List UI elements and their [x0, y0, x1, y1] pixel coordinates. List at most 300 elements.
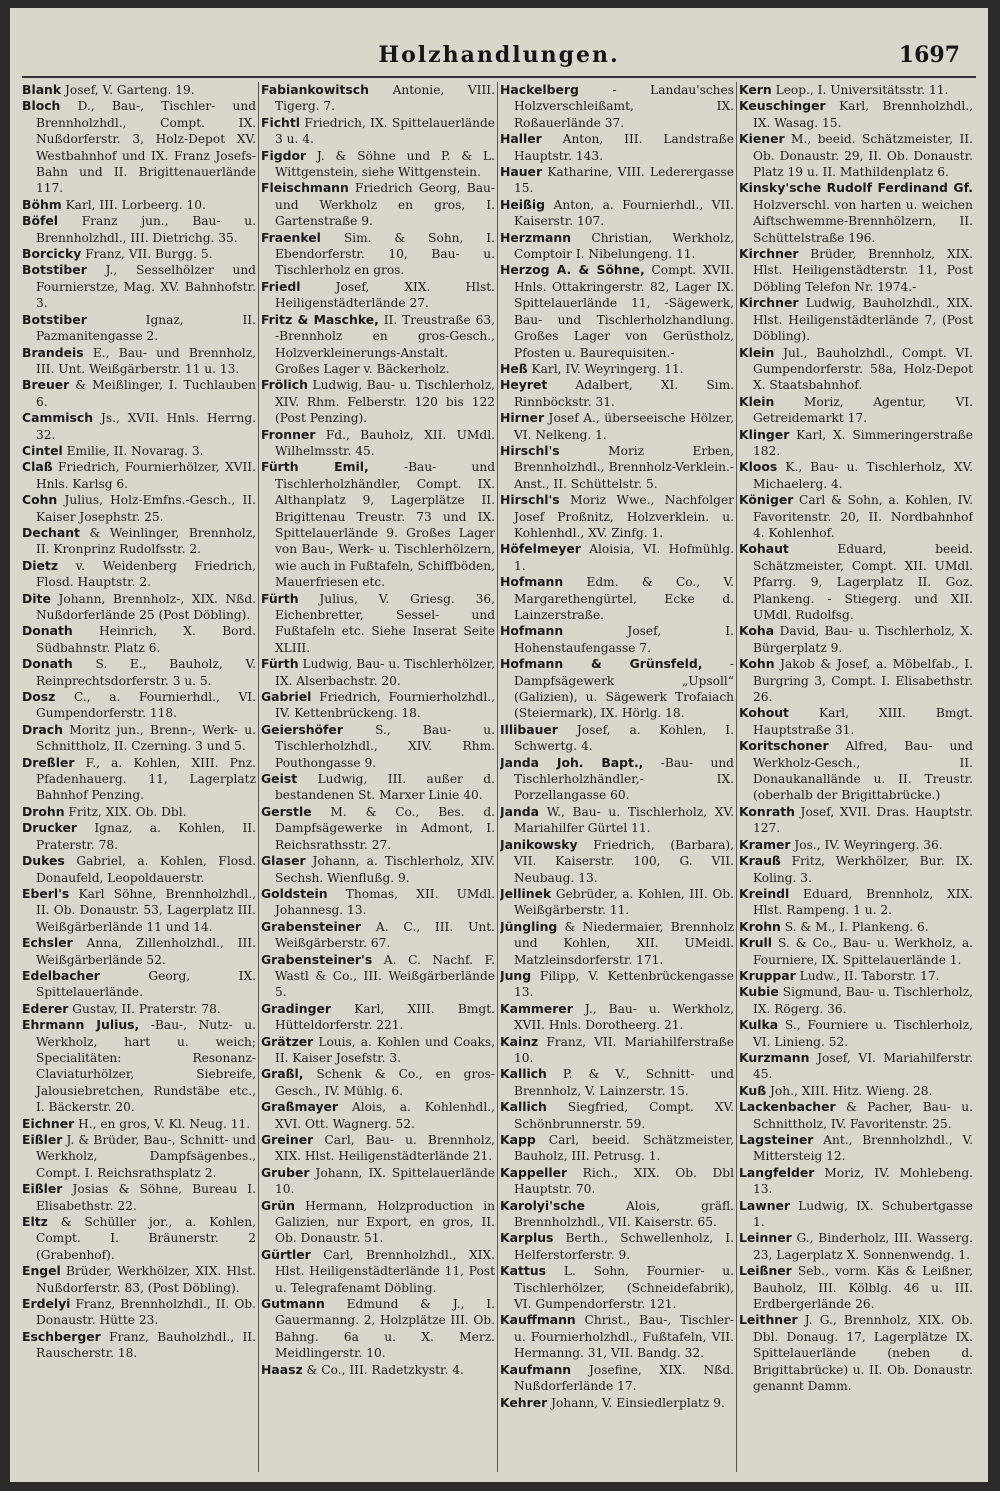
entry-details: Jul., Bauholzhdl., Compt. VI. Gumpendorferstr. 58a, Holz-Depot X. Staatsbahnhof. — [753, 345, 973, 393]
entry-name: Kruppar — [739, 967, 796, 983]
directory-entry — [500, 623, 734, 656]
entry-name: Goldstein — [261, 885, 328, 901]
directory-entry — [22, 410, 256, 443]
entry-name: Lawner — [739, 1197, 791, 1213]
entry-details: Louis, a. Kohlen und Coaks, II. Kaiser Josefstr. 3. — [275, 1034, 495, 1065]
directory-entry — [739, 98, 973, 131]
directory-entry — [261, 82, 495, 115]
directory-entry — [500, 197, 734, 230]
entry-name: Figdor — [261, 147, 307, 163]
entry-name: Kern — [739, 82, 772, 97]
entry-details: Holzverschl. von harten u. weichen Aiftschwemme-Brennhölzern, II. Schüttelstraße 196. — [753, 197, 973, 245]
entry-name: Janikowsky — [500, 836, 578, 852]
directory-entry — [739, 886, 973, 919]
entry-details: Anna, Zillenholzhdl., III. Weißgärberlände 52. — [36, 936, 256, 967]
entry-details: Georg, IX. Spittelauerlände. — [36, 968, 256, 1000]
entry-details: Julius, Holz-Emfns.-Gesch., II. Kaiser Josephstr. 25. — [36, 493, 256, 524]
entry-name: Klinger — [739, 426, 790, 442]
entry-name: Drucker — [22, 820, 77, 836]
column-2 — [261, 82, 495, 1472]
entry-details: & Niedermaier, Brennholz und Kohlen, XII. UMeidl. Matzleinsdorferstr. 171. — [514, 919, 734, 967]
entry-details: Friedrich, Fournierholzhdl., IV. Kettenbrückeng. 18. — [275, 690, 495, 721]
entry-name: Grabensteiner — [261, 918, 362, 934]
column-1 — [22, 82, 256, 1472]
entry-details: Sigmund, Bau- u. Tischlerholz, IX. Rögerg. 36. — [753, 985, 973, 1016]
entry-name: Claß — [22, 459, 53, 475]
directory-entry — [22, 197, 256, 213]
entry-name: Haasz — [261, 1361, 303, 1377]
directory-entry — [22, 558, 256, 591]
entry-name: Geist — [261, 771, 298, 787]
entry-name: Kreindl — [739, 885, 790, 901]
directory-entry — [261, 377, 495, 426]
directory-entry — [500, 1230, 734, 1263]
entry-details: Josef, XVII. Dras. Hauptstr. 127. — [753, 804, 973, 836]
entry-name: Böfel — [22, 213, 58, 229]
entry-name: Glaser — [261, 853, 306, 869]
entry-name: Karplus — [500, 1230, 554, 1246]
entry-details: -Bau- und Tischlerholzhändler,- IX. Porzellangasse 60. — [514, 755, 734, 803]
entry-name: Kammerer — [500, 1000, 573, 1016]
entry-name: Borcicky — [22, 246, 82, 262]
entry-details: & Pacher, Bau- u. Schnittholz, IV. Favoritenstr. 25. — [753, 1100, 973, 1131]
page-title: Holzhandlungen. — [378, 42, 620, 68]
entry-name: Graßl, — [261, 1066, 304, 1082]
entry-name: Jüngling — [500, 918, 558, 934]
entry-details: Fritz, Werkhölzer, Bur. IX. Koling. 3. — [753, 854, 973, 885]
entry-name: Fraenkel — [261, 229, 321, 245]
column-divider — [497, 82, 498, 1472]
directory-entry — [500, 230, 734, 263]
entry-name: Kappeller — [500, 1164, 568, 1180]
entry-details: Gebrüder, a. Kohlen, III. Ob. Weißgärberstr. 11. — [514, 886, 734, 918]
entry-details: P. & V., Schnitt- und Brennholz, V. Lainzerstr. 15. — [514, 1067, 734, 1098]
entry-details: Alois, gräfl. Brennholzhdl., VII. Kaiserstr. 65. — [514, 1198, 734, 1230]
entry-name: Kloos — [739, 459, 778, 475]
entry-name: Kaufmann — [500, 1361, 572, 1377]
directory-entry — [500, 1066, 734, 1099]
directory-entry — [739, 984, 973, 1017]
directory-entry — [739, 738, 973, 804]
entry-details: Karl, X. Simmeringerstraße 182. — [753, 427, 973, 458]
entry-details: Karl, XIII. Bmgt. Hütteldorferstr. 221. — [275, 1001, 495, 1033]
directory-entry — [22, 377, 256, 410]
directory-entry — [500, 1132, 734, 1165]
directory-entry — [739, 853, 973, 886]
entry-name: Kohaut — [739, 541, 789, 557]
entry-name: Kohn — [739, 656, 775, 672]
entry-details: Leop., I. Universitätsstr. 11. — [771, 83, 949, 97]
entry-name: Dukes — [22, 853, 65, 869]
entry-details: S. & Co., Bau- u. Werkholz, a. Fourniere, IX. Spittelauerlände 1. — [753, 936, 973, 967]
entry-details: -Dampfsägewerk „Upsoll“ (Galizien), u. Sägewerk Trofaiach (Steiermark), IX. Hörlg. 18. — [514, 657, 734, 721]
directory-entry — [500, 361, 734, 377]
entry-name: Klein — [739, 393, 775, 409]
directory-entry — [500, 131, 734, 164]
entry-details: Alois, a. Kohlenhdl., XVI. Ott. Wagnerg. 52. — [275, 1100, 495, 1131]
directory-entry — [739, 1083, 973, 1099]
entry-name: Geiershöfer — [261, 721, 343, 737]
entry-details: Johann, a. Tischlerholz, XIV. Sechsh. Wienflußg. 9. — [275, 854, 495, 885]
entry-details: Friedrich, (Barbara), VII. Kaiserstr. 100, G. VII. Neubaug. 13. — [514, 837, 734, 885]
entry-name: Drohn — [22, 803, 65, 819]
entry-name: Dechant — [22, 524, 80, 540]
entry-details: Friedrich, IX. Spittelauerlände 3 u. 4. — [275, 115, 495, 147]
entry-name: Koha — [739, 623, 775, 639]
entry-name: Donath — [22, 623, 73, 639]
entry-name: Leißner — [739, 1263, 792, 1279]
directory-entry — [22, 246, 256, 262]
directory-entry — [261, 886, 495, 919]
entry-details: Carl, Brennholzhdl., XIX. Hlst. Heiligenstädterlände 11, Post u. Telegrafenamt Döbling. — [275, 1247, 495, 1295]
entry-name: Edelbacher — [22, 967, 100, 983]
directory-entry — [500, 837, 734, 886]
directory-entry — [739, 427, 973, 460]
entry-name: Koritschoner — [739, 738, 829, 754]
directory-entry — [22, 213, 256, 246]
directory-entry — [22, 820, 256, 853]
entry-name: Breuer — [22, 377, 70, 393]
entry-name: Gabriel — [261, 689, 312, 705]
entry-details: Josef A., überseeische Hölzer, VI. Nelkeng. 1. — [514, 411, 734, 442]
entry-name: Fleischmann — [261, 180, 349, 196]
entry-details: J. & Brüder, Bau-, Schnitt- und Werkholz, Dampfsägenbes., Compt. I. Reichsrathsplatz 2. — [36, 1133, 256, 1180]
entry-details: J. & Söhne und P. & L. Wittgenstein, siehe Wittgenstein. — [275, 148, 495, 180]
entry-name: Gradinger — [261, 1000, 331, 1016]
entry-details: Berth., Schwellenholz, I. Helferstorferstr. 9. — [514, 1231, 734, 1262]
entry-details: Franz, VII. Mariahilferstraße 10. — [514, 1034, 734, 1065]
entry-details: J., Bau- u. Werkholz, XVII. Hnls. Dorotheerg. 21. — [514, 1001, 734, 1033]
directory-entry — [261, 853, 495, 886]
listing-columns — [22, 82, 974, 1472]
entry-name: Grätzer — [261, 1033, 314, 1049]
directory-entry — [500, 443, 734, 492]
directory-entry — [500, 1198, 734, 1231]
entry-details: Eduard, Brennholz, XIX. Hlst. Rampeng. 1 u. 2. — [753, 886, 973, 918]
entry-details: Franz, VII. Burgg. 5. — [81, 247, 213, 262]
entry-details: Franz jun., Bau- u. Brennholzhdl., III. Dietrichg. 35. — [36, 214, 256, 245]
entry-details: J., Sesselhölzer und Fournierstze, Mag. XV. Bahnhofstr. 3. — [36, 263, 256, 311]
entry-name: Hofmann — [500, 623, 564, 639]
entry-name: Keuschinger — [739, 98, 826, 114]
directory-entry — [739, 1132, 973, 1165]
entry-details: M., beeid. Schätzmeister, II. Ob. Donaustr. 29, II. Ob. Donaustr. Platz 19 u. II. Mathildenplatz 6. — [753, 132, 973, 180]
entry-name: Botstiber — [22, 262, 87, 278]
directory-entry — [500, 262, 734, 360]
entry-details: Friedrich, Fournierhölzer, XVII. Hnls. Karlsg 6. — [36, 460, 256, 491]
entry-details: Edmund & J., I. Gauermanng. 2, Holzplätze III. Ob. Bahng. 6a u. X. Merz. Meidlingerstr. 10. — [275, 1297, 495, 1361]
directory-entry — [739, 623, 973, 656]
entry-details: S., Fourniere u. Tischlerholz, VI. Linieng. 52. — [753, 1018, 973, 1049]
directory-entry — [500, 656, 734, 722]
directory-entry — [261, 771, 495, 804]
entry-name: Eltz — [22, 1214, 48, 1230]
entry-name: Heißig — [500, 196, 546, 212]
directory-entry — [739, 1050, 973, 1083]
entry-name: Fabiankowitsch — [261, 82, 369, 97]
entry-name: Dietz — [22, 557, 59, 573]
directory-entry — [739, 1312, 973, 1394]
entry-details: Ludw., II. Taborstr. 17. — [795, 968, 940, 983]
entry-details: F., a. Kohlen, XIII. Pnz. Pfadenhauerg. 11, Lagerplatz Bahnhof Penzing. — [36, 755, 256, 803]
directory-page — [10, 8, 988, 1482]
directory-entry — [22, 689, 256, 722]
entry-name: Illibauer — [500, 721, 558, 737]
entry-name: Böhm — [22, 196, 62, 212]
entry-name: Herzog A. & Söhne, — [500, 262, 645, 278]
entry-details: Filipp, V. Kettenbrückengasse 13. — [514, 968, 734, 1000]
entry-details: Franz, Brennholzhdl., II. Ob. Donaustr. Hütte 23. — [36, 1297, 256, 1328]
directory-entry — [22, 1017, 256, 1115]
directory-entry — [500, 492, 734, 541]
entry-details: & Meißlinger, I. Tuchlauben 6. — [36, 378, 256, 409]
directory-entry — [261, 230, 495, 279]
column-divider — [736, 82, 737, 1472]
directory-entry — [22, 968, 256, 1001]
entry-name: Kirchner — [739, 246, 799, 262]
directory-entry — [739, 394, 973, 427]
entry-details: Fd., Bauholz, XII. UMdl. Wilhelmsstr. 45. — [275, 427, 495, 458]
entry-details: H., en gros, V. Kl. Neug. 11. — [74, 1116, 251, 1131]
directory-entry — [22, 935, 256, 968]
entry-details: J. G., Brennholz, XIX. Ob. Dbl. Donaug. 17, Lagerplätze IX. Spittelauerlände (neben d. Brigittabrücke) u. II. Ob. Donaustr. genannt Damm. — [753, 1313, 973, 1394]
entry-name: Gerstle — [261, 803, 312, 819]
entry-name: Hirschl's — [500, 442, 560, 458]
directory-entry — [500, 541, 734, 574]
directory-entry — [739, 131, 973, 180]
directory-entry — [261, 148, 495, 181]
entry-name: Kiener — [739, 131, 785, 147]
entry-details: Anton, a. Fournierhdl., VII. Kaiserstr. 107. — [514, 197, 734, 229]
entry-details: Ludwig, III. außer d. bestandenen St. Marxer Linie 40. — [275, 772, 495, 803]
entry-name: Fürth — [261, 590, 299, 606]
entry-name: Drach — [22, 721, 63, 737]
entry-details: Heinrich, X. Bord. Südbahnstr. Platz 6. — [36, 624, 256, 655]
entry-name: Blank — [22, 82, 62, 97]
directory-entry — [500, 1034, 734, 1067]
entry-details: Christ., Bau-, Tischler- u. Fournierholzhdl., Fußtafeln, VII. Hermanng. 31, VII. Bandg. 32. — [514, 1313, 734, 1361]
entry-name: Höfelmeyer — [500, 541, 581, 557]
entry-details: Moriz Wwe., Nachfolger Josef Proßnitz, Holzverklein. u. Kohlenhdl., XV. Zinfg. 1. — [514, 493, 734, 540]
directory-entry — [500, 574, 734, 623]
directory-entry — [500, 1312, 734, 1361]
entry-details: Jos., IV. Weyringerg. 36. — [790, 837, 943, 852]
entry-name: Fürth — [261, 656, 299, 672]
entry-name: Kapp — [500, 1132, 536, 1147]
directory-entry — [22, 853, 256, 886]
directory-entry — [500, 1165, 734, 1198]
entry-name: Heyret — [500, 377, 548, 393]
directory-entry — [261, 1001, 495, 1034]
directory-entry — [739, 705, 973, 738]
entry-details: Moriz Erben, Brennholzhdl., Brennholz-Verklein.-Anst., II. Schüttelstr. 5. — [514, 443, 734, 491]
directory-entry — [261, 1247, 495, 1296]
directory-entry — [739, 1263, 973, 1312]
directory-entry — [500, 804, 734, 837]
directory-entry — [261, 1132, 495, 1165]
entry-details: Moriz, IV. Mohlebeng. 13. — [753, 1165, 973, 1197]
directory-entry — [261, 459, 495, 590]
entry-details: A. C., III. Unt. Weißgärberstr. 67. — [275, 919, 495, 951]
entry-details: -Bau-, Nutz- u. Werkholz, hart u. weich; Specialitäten: Resonanz-Claviaturhölzer, Siebreife, Jalousiebretchen, Rundstäbe etc., I. Bäckerstr. 20. — [36, 1018, 256, 1115]
entry-name: Kramer — [739, 836, 791, 852]
entry-details: -Bau- und Tischlerholzhändler, Compt. IX. Althanplatz 9, Lagerplätze II. Brigittenau Treustr. 73 und IX. Spittelauerlände 9. Großes Lager von Bau-, Werk- u. Tischlerhölzern, wie auch in Fußtafeln, Schiffböden, Mauerfriesen etc. — [275, 460, 495, 590]
entry-details: Joh., XIII. Hitz. Wieng. 28. — [766, 1083, 933, 1098]
directory-entry — [500, 968, 734, 1001]
entry-details: & Co., III. Radetzkystr. 4. — [302, 1362, 464, 1377]
column-3 — [500, 82, 734, 1472]
entry-details: Carl, beeid. Schätzmeister, Bauholz, III. Petrusg. 1. — [514, 1133, 734, 1164]
entry-details: Rich., XIX. Ob. Dbl Hauptstr. 70. — [514, 1165, 734, 1197]
directory-entry — [739, 345, 973, 394]
entry-name: Haller — [500, 131, 542, 147]
directory-entry — [500, 1099, 734, 1132]
entry-details: Josef, VI. Mariahilferstr. 45. — [753, 1050, 973, 1082]
entry-name: Kubie — [739, 984, 779, 1000]
entry-details: Emilie, II. Novarag. 3. — [62, 443, 204, 458]
directory-entry — [261, 1362, 495, 1378]
entry-details: Schenk & Co., en gros-Gesch., IV. Mühlg. 6. — [275, 1067, 495, 1098]
directory-entry — [739, 919, 973, 935]
entry-details: Ignaz, a. Kohlen, II. Praterstr. 78. — [36, 821, 256, 852]
directory-entry — [22, 492, 256, 525]
entry-details: & Schüller jor., a. Kohlen, Compt. I. Bräunerstr. 2 (Grabenhof). — [36, 1215, 256, 1262]
entry-details: Josef, XIX. Hlst. Heiligenstädterlände 27. — [275, 279, 495, 311]
entry-details: Ludwig, IX. Schubertgasse 1. — [753, 1198, 973, 1230]
directory-entry — [261, 1066, 495, 1099]
directory-entry — [22, 623, 256, 656]
header-rule — [22, 76, 976, 78]
entry-name: Fritz & Maschke, — [261, 311, 379, 327]
directory-entry — [500, 919, 734, 968]
entry-name: Königer — [739, 492, 794, 508]
entry-name: Gürtler — [261, 1246, 311, 1262]
directory-entry — [500, 1362, 734, 1395]
entry-name: Erdelyi — [22, 1296, 71, 1312]
entry-name: Langfelder — [739, 1164, 815, 1180]
entry-details: Carl, Bau- u. Brennholz, XIX. Hlst. Heiligenstädterlände 21. — [275, 1133, 495, 1164]
directory-entry — [739, 1230, 973, 1263]
entry-details: Adalbert, XI. Sim. Rinnböckstr. 31. — [514, 378, 734, 409]
entry-name: Echsler — [22, 935, 73, 951]
directory-entry — [22, 82, 256, 98]
entry-details: Julius, V. Griesg. 36, Eichenbretter, Sessel- und Fußtafeln etc. Siehe Inserat Seite XLIII. — [275, 591, 495, 655]
entry-name: Kuß — [739, 1082, 767, 1098]
entry-name: Ehrmann Julius, — [22, 1017, 140, 1033]
entry-name: Engel — [22, 1263, 61, 1279]
entry-details: Edm. & Co., V. Margarethengürtel, Ecke d. Lainzerstraße. — [514, 575, 734, 622]
directory-entry — [261, 722, 495, 771]
entry-name: Graßmayer — [261, 1099, 339, 1115]
directory-entry — [739, 656, 973, 705]
directory-entry — [500, 1395, 734, 1411]
directory-entry — [22, 312, 256, 345]
entry-name: Cintel — [22, 442, 63, 458]
entry-details: Compt. XVII. Hnls. Ottakringerstr. 82, Lager IX. Spittelauerlände 11, -Sägewerk, Bau- und Tischlerholzhandlung. Großes Lager von Gerüstholz, Pfosten u. Baurequisiten.- — [514, 263, 734, 360]
directory-entry — [261, 180, 495, 229]
entry-details: Josefine, XIX. Nßd. Nußdorferlände 17. — [514, 1362, 734, 1394]
entry-name: Hirschl's — [500, 492, 560, 508]
entry-details: Ludwig, Bau- u. Tischlerholz, XIV. Rhm. Felberstr. 120 bis 122 (Post Penzing). — [275, 378, 495, 426]
directory-entry — [739, 1099, 973, 1132]
entry-name: Karolyi'sche — [500, 1197, 585, 1213]
directory-entry — [22, 1116, 256, 1132]
entry-details: Seb., vorm. Käs & Leißner, Bauholz, III. Kölblg. 46 u. III. Erdbergerlände 26. — [753, 1264, 973, 1312]
column-divider — [258, 82, 259, 1472]
directory-entry — [739, 935, 973, 968]
entry-details: Carl & Sohn, a. Kohlen, IV. Favoritenstr. 20, II. Nordbahnhof 4. Kohlenhof. — [753, 493, 973, 540]
entry-details: Karl, Brennholzhdl., IX. Wasag. 15. — [753, 99, 973, 130]
entry-details: - Landau'sches Holzverschleißamt, IX. Roßauerlände 37. — [514, 83, 734, 130]
entry-details: v. Weidenberg Friedrich, Flosd. Hauptstr. 2. — [36, 558, 256, 590]
entry-name: Konrath — [739, 803, 795, 819]
entry-details: C., a. Fournierhdl., VI. Gumpendorferstr. 118. — [36, 690, 256, 721]
directory-entry — [261, 427, 495, 460]
directory-entry — [261, 689, 495, 722]
entry-details: Karl, III. Lorbeerg. 10. — [61, 197, 206, 212]
entry-details: Sim. & Sohn, I. Ebendorferstr. 10, Bau- u. Tischlerholz en gros. — [275, 230, 495, 278]
directory-entry — [739, 295, 973, 344]
entry-details: Antonie, VIII. Tigerg. 7. — [275, 83, 495, 114]
directory-entry — [261, 591, 495, 657]
directory-entry — [739, 492, 973, 541]
column-4 — [739, 82, 973, 1472]
directory-entry — [261, 919, 495, 952]
entry-details: Moritz jun., Brenn-, Werk- u. Schnittholz, II. Czerning. 3 und 5. — [36, 722, 256, 754]
entry-details: Siegfried, Compt. XV. Schönbrunnerstr. 59. — [514, 1100, 734, 1131]
directory-entry — [22, 345, 256, 378]
entry-name: Heß — [500, 360, 528, 376]
entry-details: Brüder, Brennholz, XIX. Hlst. Heiligenstädterstr. 11, Post Döbling Telefon Nr. 1974.- — [753, 247, 973, 294]
entry-details: A. C. Nachf. F. Wastl & Co., III. Weißgärberlände 5. — [275, 952, 495, 1000]
entry-name: Kattus — [500, 1263, 547, 1279]
directory-entry — [22, 804, 256, 820]
directory-entry — [739, 246, 973, 295]
entry-name: Ederer — [22, 1000, 69, 1016]
entry-details: Josias & Söhne, Bureau I. Elisabethstr. 22. — [36, 1182, 256, 1213]
entry-details: Jakob & Josef, a. Möbelfab., I. Burgring 3, Compt. I. Elisabethstr. 26. — [753, 657, 973, 705]
entry-details: Josef, I. Hohenstaufengasse 7. — [514, 624, 734, 655]
entry-name: Friedl — [261, 278, 301, 294]
entry-details: Gustav, II. Praterstr. 78. — [68, 1001, 221, 1016]
directory-entry — [500, 722, 734, 755]
entry-details: David, Bau- u. Tischlerholz, X. Bürgerplatz 9. — [753, 624, 973, 655]
entry-name: Bloch — [22, 98, 61, 114]
entry-details: Karl Söhne, Brennholzhdl., II. Ob. Donaustr. 53, Lagerplatz III. Weißgärberlände 11 und 14. — [36, 886, 256, 934]
entry-name: Eberl's — [22, 885, 70, 901]
entry-name: Kallich — [500, 1099, 547, 1115]
directory-entry — [261, 1165, 495, 1198]
directory-entry — [500, 755, 734, 804]
directory-entry — [261, 279, 495, 312]
entry-name: Kehrer — [500, 1394, 548, 1410]
directory-entry — [22, 1132, 256, 1181]
entry-name: Lagsteiner — [739, 1132, 814, 1147]
directory-entry — [500, 1263, 734, 1312]
directory-entry — [739, 968, 973, 984]
directory-entry — [22, 1263, 256, 1296]
entry-name: Grün — [261, 1197, 295, 1213]
directory-entry — [261, 312, 495, 378]
directory-entry — [739, 1198, 973, 1231]
directory-entry — [261, 1198, 495, 1247]
entry-details: Ludwig, Bauholzhdl., XIX. Hlst. Heiligenstädterlände 7, (Post Döbling). — [753, 296, 973, 344]
entry-details: Moriz, Agentur, VI. Getreidemarkt 17. — [753, 394, 973, 426]
entry-name: Kurzmann — [739, 1049, 810, 1065]
entry-name: Kulka — [739, 1017, 779, 1033]
entry-name: Lackenbacher — [739, 1099, 836, 1115]
entry-details: D., Bau-, Tischler- und Brennholzhdl., Compt. IX. Nußdorferstr. 3, Holz-Depot XV. Westbahnhof und IX. Franz Josefs-Bahn und II. Brigittenauerlände 117. — [36, 99, 256, 196]
